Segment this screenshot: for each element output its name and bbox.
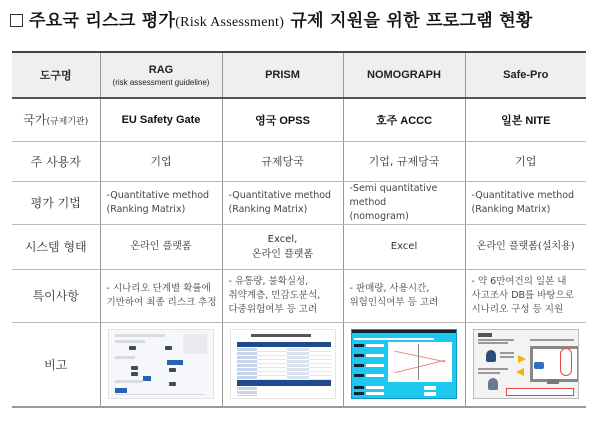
nomograph-screenshot-thumbnail xyxy=(351,329,457,399)
note-line: - 약 6만여건의 일본 내 xyxy=(471,275,567,287)
arrow-right-icon xyxy=(518,355,526,363)
cell-rag-system xyxy=(100,224,222,269)
row-label-remarks: 비고 xyxy=(12,322,100,407)
user-figure-icon xyxy=(488,378,498,390)
thumb-label-col xyxy=(237,387,257,396)
system-line: Excel xyxy=(390,241,418,252)
page-title xyxy=(10,8,533,34)
header-tool-name: 도구명 xyxy=(12,52,100,98)
row-label-method: 평가 기법 xyxy=(12,181,100,224)
note-line: 시나리오 구성 등 지원 xyxy=(471,303,564,315)
system-line: 온라인 플랫폼(설치용) xyxy=(476,241,575,252)
cell-nomograph-method xyxy=(343,181,465,224)
cell-safe-pro-user: 기업 xyxy=(465,141,586,181)
note-line: 사고조사 DB를 바탕으로 xyxy=(471,289,574,301)
cell-safe-pro-remarks xyxy=(465,322,586,407)
row-label-text: 국가 xyxy=(23,113,47,128)
cell-nomograph-user: 기업, 규제당국 xyxy=(343,141,465,181)
method-line: (Ranking Matrix) xyxy=(228,203,308,215)
system-line: 온라인 플랫폼 xyxy=(251,248,314,260)
cell-rag-country: EU Safety Gate xyxy=(100,98,222,141)
safe-pro-screenshot-thumbnail xyxy=(473,329,579,399)
cell-nomograph-system xyxy=(343,224,465,269)
header-prism xyxy=(222,52,343,98)
note-line: 기반하여 최종 리스크 추정 xyxy=(106,296,217,308)
row-label-notes: 특이사항 xyxy=(12,269,100,322)
table-header-row xyxy=(12,52,586,98)
title-suffix: 규제 지원을 위한 프로그램 현황 xyxy=(284,11,533,31)
header-safe-pro xyxy=(465,52,586,98)
row-label-country xyxy=(12,98,100,141)
monitor-stand xyxy=(547,379,559,384)
table-row-notes xyxy=(12,269,586,322)
program-comparison-table xyxy=(12,51,586,408)
cell-rag-method xyxy=(100,181,222,224)
note-line: - 판매량, 사용시간, xyxy=(349,282,430,294)
thumb-section-header xyxy=(237,380,331,386)
header-rag-name: RAG xyxy=(148,63,174,76)
thumb-nomogram-panel xyxy=(388,342,452,382)
row-label-small: (규제기관) xyxy=(46,117,89,128)
method-line: -Quantitative method xyxy=(106,189,210,201)
cell-safe-pro-country: 일본 NITE xyxy=(465,98,586,141)
cell-nomograph-country: 호주 ACCC xyxy=(343,98,465,141)
note-line: 위험인식여부 등 고려 xyxy=(349,296,439,308)
user-figure-icon xyxy=(486,350,496,362)
cell-safe-pro-system xyxy=(465,224,586,269)
table-row-country xyxy=(12,98,586,141)
note-line: - 시나리오 단계별 확률에 xyxy=(106,282,211,294)
table-row-method xyxy=(12,181,586,224)
cell-prism-method xyxy=(222,181,343,224)
thumb-tag xyxy=(478,333,492,337)
header-rag-sub: (risk assessment guideline) xyxy=(112,77,210,87)
cell-rag-remarks xyxy=(100,322,222,407)
row-label-main-user: 주 사용자 xyxy=(12,141,100,181)
db-icon xyxy=(534,362,544,369)
cell-safe-pro-notes xyxy=(465,269,586,322)
cell-prism-user: 규제당국 xyxy=(222,141,343,181)
cell-prism-notes xyxy=(222,269,343,322)
system-line: 온라인 플랫폼 xyxy=(130,241,192,252)
table-row-system-type xyxy=(12,224,586,269)
method-line: -Quantitative method xyxy=(471,189,575,201)
title-parenthetical: (Risk Assessment) xyxy=(175,15,285,30)
header-nomograph-name: NOMOGRAPH xyxy=(367,69,441,81)
cell-rag-notes xyxy=(100,269,222,322)
title-prefix: 주요국 리스크 평가 xyxy=(29,11,176,31)
header-nomograph xyxy=(343,52,465,98)
header-safe-pro-name: Safe-Pro xyxy=(503,69,549,81)
cell-prism-remarks xyxy=(222,322,343,407)
cell-nomograph-notes xyxy=(343,269,465,322)
arrow-left-icon xyxy=(516,368,524,376)
highlight-oval xyxy=(560,348,572,376)
method-line: (Ranking Matrix) xyxy=(471,203,551,215)
table-row-main-user xyxy=(12,141,586,181)
header-prism-name: PRISM xyxy=(265,69,300,81)
header-rag xyxy=(100,52,222,98)
checkbox-square-icon xyxy=(10,14,23,27)
row-label-system-type: 시스템 형태 xyxy=(12,224,100,269)
note-line: - 유통량, 불확실성, xyxy=(228,275,309,287)
method-line: -Quantitative method xyxy=(228,189,332,201)
method-line: (Ranking Matrix) xyxy=(106,203,186,215)
thumb-title xyxy=(251,334,311,337)
thumb-label-col xyxy=(287,348,309,380)
highlight-box xyxy=(506,388,574,396)
thumb-label-col xyxy=(237,348,257,380)
thumb-section-header xyxy=(237,342,331,347)
table-row-remarks xyxy=(12,322,586,407)
cell-prism-country: 영국 OPSS xyxy=(222,98,343,141)
prism-screenshot-thumbnail xyxy=(230,329,336,399)
note-line: 취약계층, 민감도분석, xyxy=(228,289,321,301)
method-line: (nomogram) xyxy=(349,210,409,222)
rag-screenshot-thumbnail xyxy=(108,329,214,399)
cell-safe-pro-method xyxy=(465,181,586,224)
method-line: -Semi quantitative method xyxy=(349,182,438,208)
cell-nomograph-remarks xyxy=(343,322,465,407)
thumb-titlebar xyxy=(352,330,456,333)
cell-prism-system xyxy=(222,224,343,269)
cell-rag-user: 기업 xyxy=(100,141,222,181)
system-line: Excel, xyxy=(267,233,298,245)
note-line: 다중위험여부 등 고려 xyxy=(228,303,318,315)
